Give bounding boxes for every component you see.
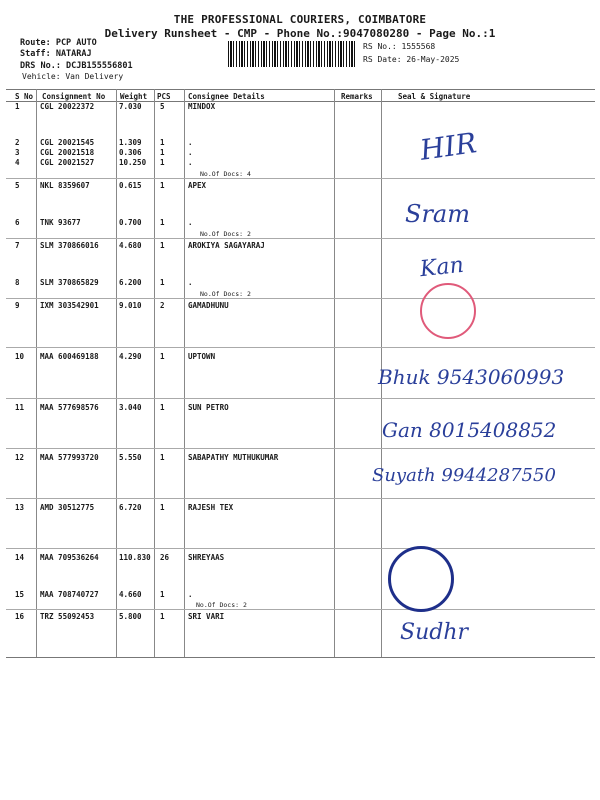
col-header-pcs: PCS xyxy=(157,92,171,101)
row-sno: 14 xyxy=(15,553,25,562)
row-consignee: UPTOWN xyxy=(188,352,216,361)
row-pcs: 1 xyxy=(160,590,165,599)
row-pcs: 1 xyxy=(160,503,165,512)
col-divider xyxy=(154,89,155,657)
row-pcs: 1 xyxy=(160,352,165,361)
row-consignment: CGL 20021527 xyxy=(40,158,95,167)
row-consignee: SHREYAAS xyxy=(188,553,225,562)
row-sno: 1 xyxy=(15,102,20,111)
row-consignment: MAA 577698576 xyxy=(40,403,99,412)
row-consignment: TRZ 55092453 xyxy=(40,612,95,621)
row-consignee: . xyxy=(188,218,193,227)
row-consignment: TNK 93677 xyxy=(40,218,81,227)
row-consignee: AROKIYA SAGAYARAJ xyxy=(188,241,265,250)
docs-count: No.Of Docs: 2 xyxy=(196,601,247,609)
row-consignment: SLM 370865829 xyxy=(40,278,99,287)
row-consignment: MAA 577993720 xyxy=(40,453,99,462)
company-title: THE PROFESSIONAL COURIERS, COIMBATORE xyxy=(173,13,427,26)
signature-row7: Kan xyxy=(418,252,465,283)
row-consignee: . xyxy=(188,138,193,147)
row-consignment: NKL 8359607 xyxy=(40,181,90,190)
row-pcs: 1 xyxy=(160,612,165,621)
row-sno: 3 xyxy=(15,148,20,157)
row-consignee: . xyxy=(188,158,193,167)
row-weight: 110.830 xyxy=(119,553,151,562)
row-separator xyxy=(6,178,595,179)
row-pcs: 1 xyxy=(160,278,165,287)
row-consignment: CGL 20021545 xyxy=(40,138,95,147)
row-consignment: SLM 370866016 xyxy=(40,241,99,250)
row-pcs: 2 xyxy=(160,301,165,310)
row-weight: 0.615 xyxy=(119,181,142,190)
row-separator xyxy=(6,238,595,239)
row-weight: 4.680 xyxy=(119,241,142,250)
col-header-remarks: Remarks xyxy=(341,92,373,101)
row-weight: 0.306 xyxy=(119,148,142,157)
row-sno: 7 xyxy=(15,241,20,250)
barcode-image xyxy=(228,41,356,67)
signature-row1: HIR xyxy=(417,126,479,167)
row-sno: 13 xyxy=(15,503,25,512)
row-weight: 3.040 xyxy=(119,403,142,412)
row-consignee: . xyxy=(188,148,193,157)
row-consignee: SRI VARI xyxy=(188,612,225,621)
row-pcs: 1 xyxy=(160,218,165,227)
red-seal-stamp xyxy=(420,283,476,339)
row-consignment: MAA 709536264 xyxy=(40,553,99,562)
row-sno: 6 xyxy=(15,218,20,227)
row-weight: 5.550 xyxy=(119,453,142,462)
row-pcs: 1 xyxy=(160,158,165,167)
row-pcs: 1 xyxy=(160,148,165,157)
docs-count: No.Of Docs: 2 xyxy=(200,230,251,238)
row-separator xyxy=(6,298,595,299)
row-weight: 10.250 xyxy=(119,158,147,167)
row-pcs: 1 xyxy=(160,453,165,462)
shreyaas-seal-stamp xyxy=(388,546,454,612)
row-separator xyxy=(6,448,595,449)
row-consignment: AMD 30512775 xyxy=(40,503,95,512)
row-sno: 5 xyxy=(15,181,20,190)
row-sno: 11 xyxy=(15,403,25,412)
row-weight: 1.309 xyxy=(119,138,142,147)
row-sno: 10 xyxy=(15,352,25,361)
row-weight: 6.200 xyxy=(119,278,142,287)
row-sno: 2 xyxy=(15,138,20,147)
row-weight: 9.010 xyxy=(119,301,142,310)
row-consignee: GAMADHUNU xyxy=(188,301,229,310)
rs-number: RS No.: 1555568 xyxy=(363,42,436,51)
docs-count: No.Of Docs: 2 xyxy=(200,290,251,298)
col-divider xyxy=(36,89,37,657)
row-weight: 4.290 xyxy=(119,352,142,361)
signature-row11: Gan 8015408852 xyxy=(382,418,557,442)
col-header-sno: S No xyxy=(15,92,34,101)
drs-label: DRS No.: DCJB155556801 xyxy=(20,61,133,71)
col-header-weight: Weight xyxy=(120,92,148,101)
row-sno: 4 xyxy=(15,158,20,167)
row-weight: 5.800 xyxy=(119,612,142,621)
row-consignee: . xyxy=(188,278,193,287)
row-pcs: 26 xyxy=(160,553,170,562)
signature-row5: Sram xyxy=(405,200,470,228)
row-pcs: 1 xyxy=(160,138,165,147)
row-consignee: SABAPATHY MUTHUKUMAR xyxy=(188,453,279,462)
row-pcs: 1 xyxy=(160,181,165,190)
row-consignment: CGL 20021518 xyxy=(40,148,95,157)
row-pcs: 5 xyxy=(160,102,165,111)
row-pcs: 1 xyxy=(160,241,165,250)
row-sno: 12 xyxy=(15,453,25,462)
row-separator xyxy=(6,498,595,499)
table-bottom-border xyxy=(6,657,595,658)
row-consignee: . xyxy=(188,590,193,599)
row-weight: 6.720 xyxy=(119,503,142,512)
row-consignee: APEX xyxy=(188,181,207,190)
col-header-seal-signature: Seal & Signature xyxy=(398,92,471,101)
row-consignee: SUN PETRO xyxy=(188,403,229,412)
col-divider xyxy=(184,89,185,657)
row-separator xyxy=(6,398,595,399)
route-label: Route: PCP AUTO xyxy=(20,38,97,48)
signature-row12: Suyath 9944287550 xyxy=(372,465,556,486)
col-header-consignee: Consignee Details xyxy=(188,92,265,101)
row-consignment: MAA 600469188 xyxy=(40,352,99,361)
row-separator xyxy=(6,609,595,610)
signature-row10: Bhuk 9543060993 xyxy=(378,365,565,389)
row-sno: 8 xyxy=(15,278,20,287)
vehicle-label: Vehicle: Van Delivery xyxy=(22,72,124,81)
col-divider xyxy=(334,89,335,657)
staff-label: Staff: NATARAJ xyxy=(20,49,92,59)
docs-count: No.Of Docs: 4 xyxy=(200,170,251,178)
row-pcs: 1 xyxy=(160,403,165,412)
row-weight: 4.660 xyxy=(119,590,142,599)
row-consignment: CGL 20022372 xyxy=(40,102,95,111)
row-weight: 7.030 xyxy=(119,102,142,111)
col-divider xyxy=(116,89,117,657)
row-consignee: RAJESH TEX xyxy=(188,503,234,512)
row-consignment: MAA 708740727 xyxy=(40,590,99,599)
row-separator xyxy=(6,347,595,348)
row-sno: 9 xyxy=(15,301,20,310)
row-sno: 16 xyxy=(15,612,25,621)
table-header-border xyxy=(6,101,595,102)
row-sno: 15 xyxy=(15,590,25,599)
table-top-border xyxy=(6,89,595,90)
row-weight: 0.700 xyxy=(119,218,142,227)
row-separator xyxy=(6,548,595,549)
row-consignment: IXM 303542901 xyxy=(40,301,99,310)
rs-date: RS Date: 26-May-2025 xyxy=(363,55,460,64)
signature-row16: Sudhr xyxy=(400,620,469,645)
row-consignee: MINDOX xyxy=(188,102,216,111)
runsheet-subtitle: Delivery Runsheet - CMP - Phone No.:9047080280 - Page No.:1 xyxy=(104,27,496,40)
col-header-consignment: Consignment No xyxy=(42,92,106,101)
